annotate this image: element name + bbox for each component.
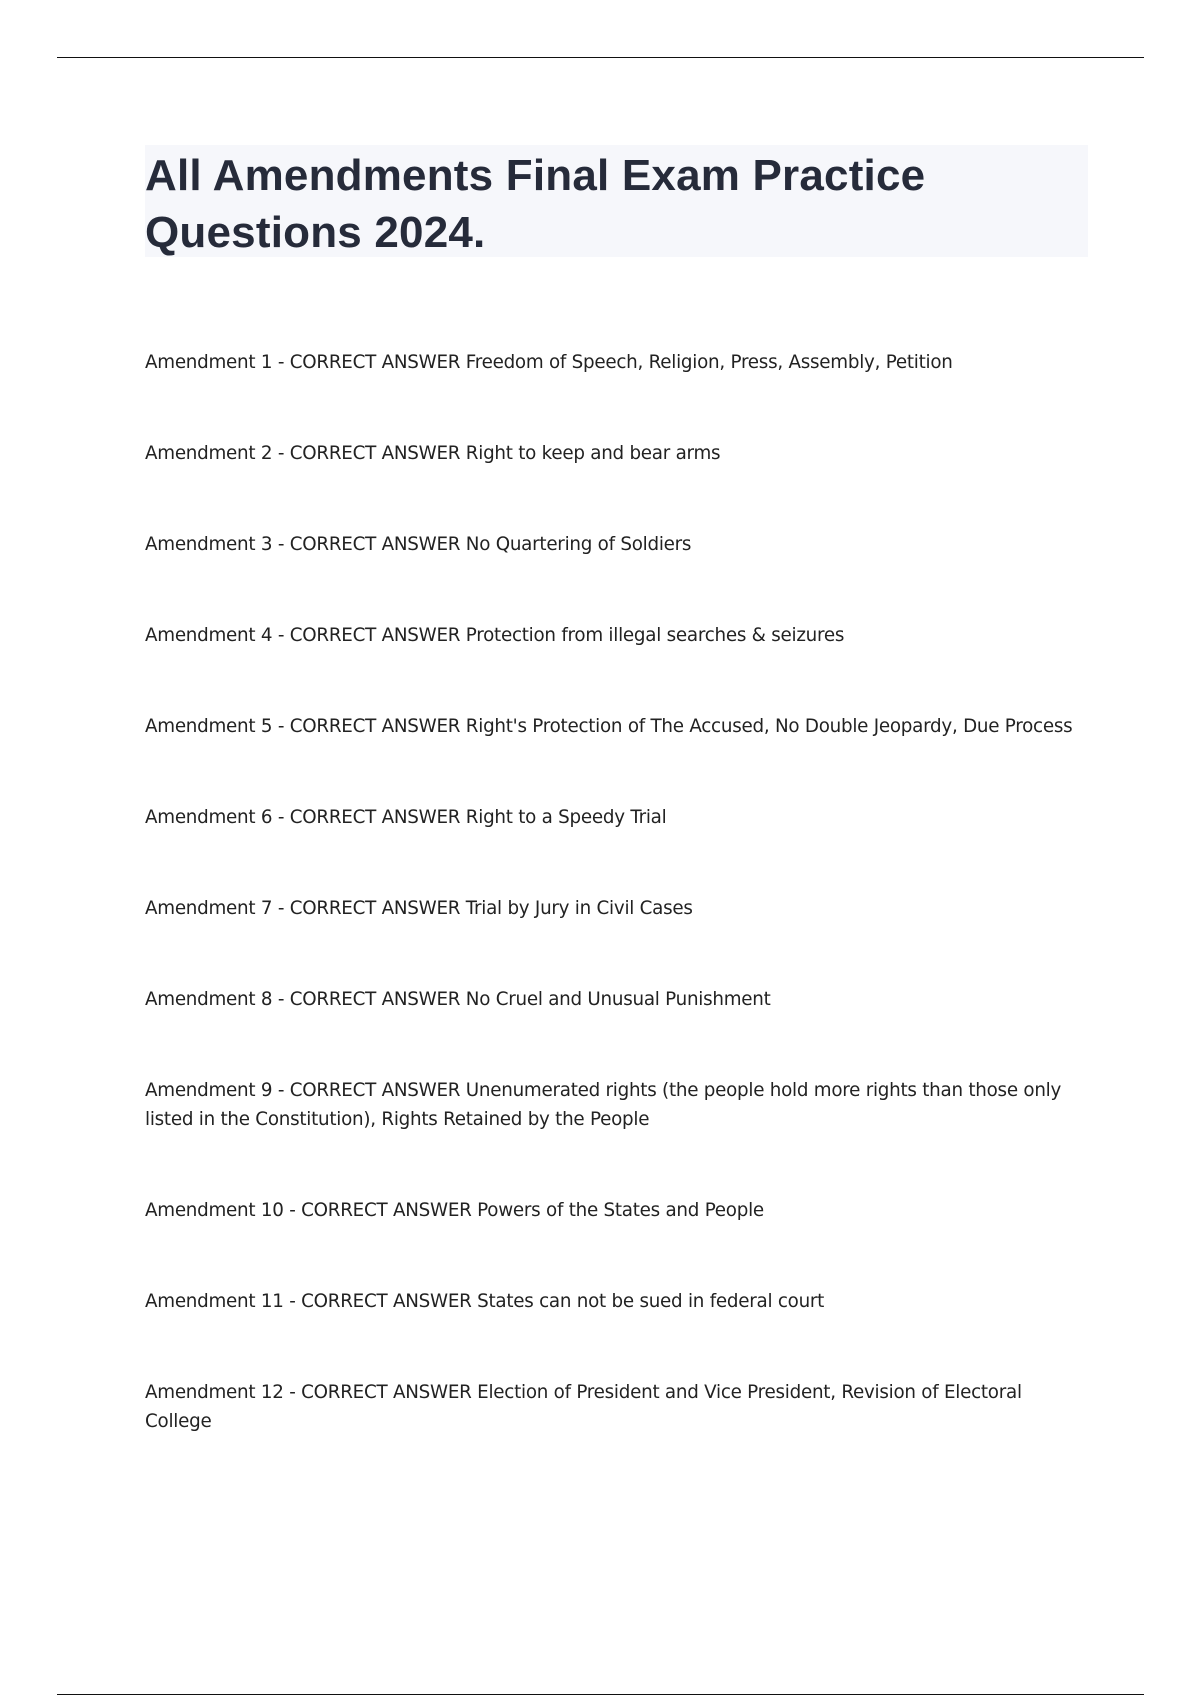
qa-separator: - [272, 807, 290, 828]
qa-separator: - [283, 1382, 302, 1403]
qa-list [145, 348, 1085, 1436]
qa-item [145, 1287, 1085, 1316]
qa-item [145, 439, 1085, 468]
qa-separator: - [272, 534, 290, 555]
qa-item [145, 530, 1085, 559]
qa-term: Amendment 9 [145, 1080, 273, 1101]
qa-separator: - [272, 352, 290, 373]
qa-term: Amendment 5 [145, 716, 273, 737]
qa-label: CORRECT ANSWER [301, 1291, 472, 1312]
qa-answer: Right to keep and bear arms [465, 443, 721, 464]
qa-answer: States can not be sued in federal court [477, 1291, 825, 1312]
qa-answer: Freedom of Speech, Religion, Press, Assembly, Petition [465, 352, 953, 373]
qa-term: Amendment 6 [145, 807, 273, 828]
qa-term: Amendment 1 [145, 352, 273, 373]
qa-term: Amendment 8 [145, 989, 273, 1010]
qa-item [145, 1076, 1085, 1134]
qa-answer: Unenumerated rights (the people hold more rights than those only listed in the Constitution), Rights Retained by the People [145, 1080, 1062, 1130]
qa-separator: - [272, 1080, 290, 1101]
qa-separator: - [272, 989, 290, 1010]
qa-answer: Powers of the States and People [477, 1200, 764, 1221]
qa-term: Amendment 10 [145, 1200, 284, 1221]
footer-rule [57, 1694, 1144, 1695]
qa-term: Amendment 2 [145, 443, 273, 464]
qa-term: Amendment 12 [145, 1382, 284, 1403]
qa-label: CORRECT ANSWER [289, 1080, 461, 1101]
qa-item [145, 348, 1085, 377]
qa-label: CORRECT ANSWER [301, 1200, 472, 1221]
qa-separator: - [272, 898, 290, 919]
qa-separator: - [272, 625, 290, 646]
qa-term: Amendment 11 [145, 1291, 284, 1312]
qa-answer: Protection from illegal searches & seizures [465, 625, 845, 646]
qa-answer: Election of President and Vice President, Revision of Electoral College [145, 1382, 1022, 1432]
qa-item [145, 1196, 1085, 1225]
qa-item [145, 621, 1085, 650]
qa-answer: No Quartering of Soldiers [465, 534, 692, 555]
qa-label: CORRECT ANSWER [289, 625, 461, 646]
qa-item [145, 1378, 1085, 1436]
document-title: All Amendments Final Exam Practice Questions 2024. [145, 151, 926, 257]
qa-answer: Trial by Jury in Civil Cases [465, 898, 693, 919]
qa-answer: Right's Protection of The Accused, No Double Jeopardy, Due Process [465, 716, 1073, 737]
qa-separator: - [283, 1200, 302, 1221]
qa-separator: - [283, 1291, 302, 1312]
qa-label: CORRECT ANSWER [289, 807, 461, 828]
qa-term: Amendment 3 [145, 534, 273, 555]
qa-label: CORRECT ANSWER [301, 1382, 472, 1403]
qa-item [145, 803, 1085, 832]
qa-label: CORRECT ANSWER [289, 352, 461, 373]
qa-label: CORRECT ANSWER [289, 534, 461, 555]
qa-label: CORRECT ANSWER [289, 989, 461, 1010]
qa-separator: - [272, 443, 290, 464]
qa-term: Amendment 4 [145, 625, 273, 646]
qa-answer: Right to a Speedy Trial [465, 807, 667, 828]
title-block [145, 145, 1088, 257]
qa-answer: No Cruel and Unusual Punishment [465, 989, 771, 1010]
qa-label: CORRECT ANSWER [289, 443, 461, 464]
qa-term: Amendment 7 [145, 898, 273, 919]
qa-item [145, 712, 1085, 741]
qa-item [145, 985, 1085, 1014]
header-rule [57, 57, 1144, 58]
qa-separator: - [272, 716, 290, 737]
qa-label: CORRECT ANSWER [289, 898, 461, 919]
qa-label: CORRECT ANSWER [289, 716, 461, 737]
qa-item [145, 894, 1085, 923]
